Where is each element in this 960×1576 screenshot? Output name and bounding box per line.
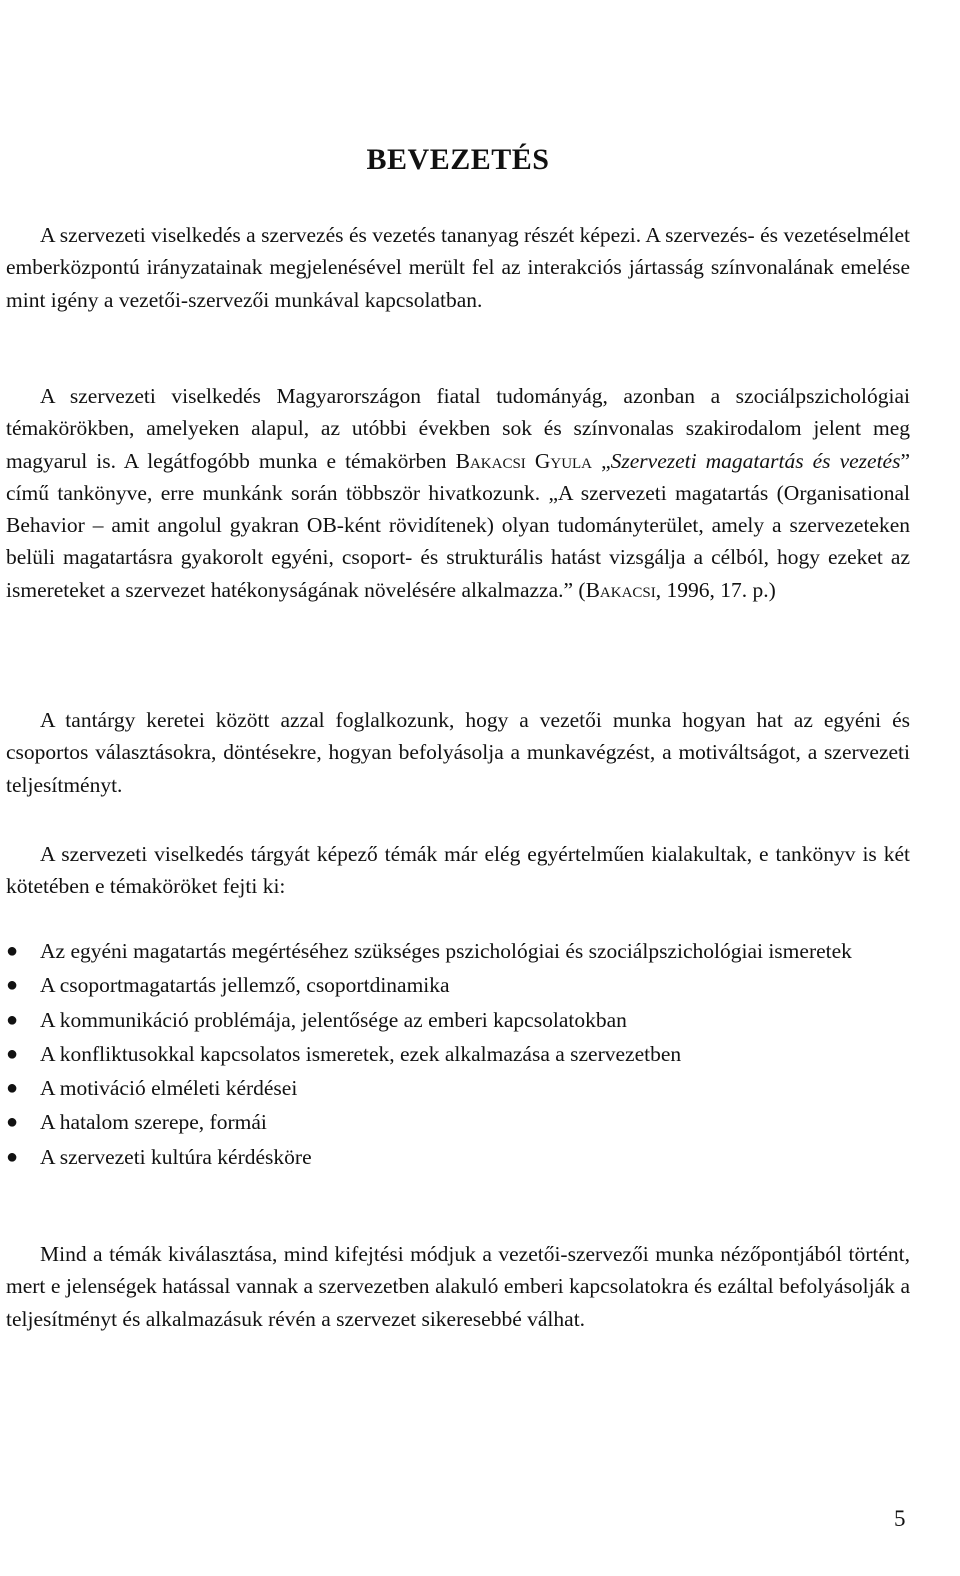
list-item-text: A csoportmagatartás jellemző, csoportdinamika xyxy=(40,973,450,998)
bullet-icon: ● xyxy=(6,974,19,997)
bullet-icon: ● xyxy=(6,940,19,962)
bullet-icon: ● xyxy=(6,1042,19,1065)
list-item xyxy=(6,968,910,1002)
citation-details: , 1996, 17. p.) xyxy=(655,577,776,602)
citation-author: Bakacsi xyxy=(585,577,656,602)
page-number: 5 xyxy=(894,1506,906,1531)
book-title: Szervezeti magatartás és vezetés xyxy=(610,448,901,473)
bullet-icon: ● xyxy=(6,1145,19,1168)
background-text-1: A szervezeti viselkedés Magyarországon fiatal tudományág, azonban a szociálpszichológiai témakörökben, amelyeken alapul, az utóbbi években sok és színvonalas szakirodalom jelent meg magyarul is. A legátfogóbb munka e témakörben xyxy=(6,384,910,473)
list-item xyxy=(6,1140,910,1174)
topics-intro-paragraph: A szervezeti viselkedés tárgyát képező témák már elég egyértelműen kialakultak, e tankönyv is két kötetében e témaköröket fejti ki: xyxy=(6,842,910,899)
intro-paragraph: A szervezeti viselkedés a szervezés és vezetés tananyag részét képezi. A szervezés- és vezetéselmélet emberközpontú irányzatainak megjelenésével merült fel az interakciós jártasság színvonalának emelése mint igény a vezetői-szervezői munkával kapcsolatban. xyxy=(6,223,910,312)
document-page xyxy=(6,0,910,1576)
list-item-text: A motiváció elméleti kérdései xyxy=(40,1076,298,1101)
list-item xyxy=(6,1003,910,1037)
topics-list xyxy=(6,934,910,1174)
bullet-icon: ● xyxy=(6,1077,19,1100)
list-item-text: A konfliktusokkal kapcsolatos ismeretek, ezek alkalmazása a szervezetben xyxy=(40,1041,682,1066)
subject-paragraph: A tantárgy keretei között azzal foglalkozunk, hogy a vezetői munka hogyan hat az egyéni és csoportos választásokra, döntésekre, hogyan befolyásolja a munkavégzést, a motiváltságot, a szervezeti teljesítményt. xyxy=(6,708,910,797)
author-name: Bakacsi Gyula xyxy=(455,448,593,473)
open-quote: „ xyxy=(592,448,611,473)
closing-paragraph: Mind a témák kiválasztása, mind kifejtési módjuk a vezetői-szervezői munka nézőpontjából történt, mert e jelenségek hatással vannak a szervezetben alakuló emberi kapcsolatokra és ezáltal befolyásolják a teljesítményt és alkalmazásuk révén a szervezet sikeresebbé válhat. xyxy=(6,1242,910,1331)
background-text-2: ” című tankönyve, erre munkánk során többször hivatkozunk. „A szervezeti magatartás (Organisational Behavior – amit angolul gyakran OB-ként rövidítenek) olyan tudományterület, amely a szervezeteken belüli magatartásra gyakorolt egyéni, csoport- és strukturális hatást vizsgálja a célból, hogy ezeket az ismereteket a szervezet hatékonyságának növelésére alkalmazza.” ( xyxy=(6,448,911,602)
bullet-icon: ● xyxy=(6,1111,19,1134)
list-item-text: Az egyéni magatartás megértéséhez szükséges pszichológiai és szociálpszichológiai ismeretek xyxy=(40,939,852,963)
list-item-text: A hatalom szerepe, formái xyxy=(40,1110,267,1135)
list-item xyxy=(6,1071,910,1105)
list-item-text: A szervezeti kultúra kérdésköre xyxy=(40,1144,312,1169)
background-paragraph xyxy=(6,380,910,606)
chapter-title: BEVEZETÉS xyxy=(366,143,550,176)
bullet-icon: ● xyxy=(6,1008,19,1031)
list-item xyxy=(6,1037,910,1071)
list-item-text: A kommunikáció problémája, jelentősége az emberi kapcsolatokban xyxy=(40,1007,627,1032)
list-item xyxy=(6,1105,910,1139)
list-item xyxy=(6,934,910,968)
